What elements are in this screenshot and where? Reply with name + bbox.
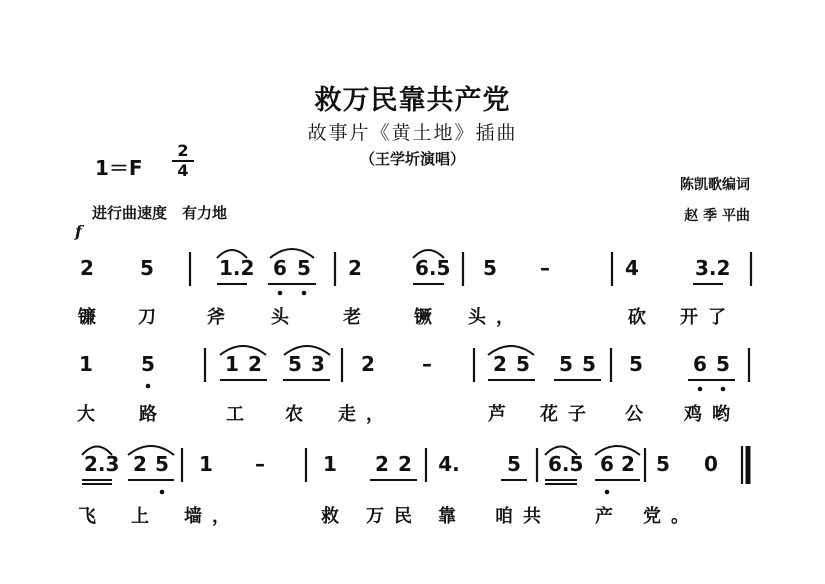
- note: 4.: [438, 452, 460, 476]
- note: 1: [199, 452, 213, 476]
- lyric-syllable: 大: [77, 404, 95, 425]
- lyric-syllable: 上: [131, 506, 149, 527]
- lyric-syllable: 芦: [488, 404, 506, 425]
- slur: [82, 447, 112, 456]
- slur: [128, 446, 174, 455]
- time-signature-numerator: 2: [177, 141, 189, 160]
- note: 2: [493, 352, 507, 376]
- low-octave-dot: [146, 384, 151, 389]
- note: 5: [516, 352, 530, 376]
- lyric-syllable: 农: [285, 404, 303, 425]
- note: 2: [348, 256, 362, 280]
- note: –: [422, 352, 432, 376]
- note: 2: [248, 352, 262, 376]
- note: 5: [582, 352, 596, 376]
- note: 5: [507, 452, 521, 476]
- note: 6.5: [415, 256, 451, 280]
- note: 2.3: [84, 452, 120, 476]
- lyric-syllable: 老: [343, 307, 361, 328]
- note: 3: [311, 352, 325, 376]
- song-title: 救万民靠共产党: [314, 85, 511, 116]
- slur: [284, 346, 330, 355]
- note: 6: [273, 256, 287, 280]
- note: 1: [79, 352, 93, 376]
- lyric-syllable: 走，: [338, 404, 394, 425]
- note: 2: [80, 256, 94, 280]
- lyric-syllable: 花子: [540, 404, 596, 425]
- lyric-syllable: 鸡哟: [684, 404, 740, 425]
- slur: [220, 346, 266, 355]
- lyric-syllable: 万民: [366, 506, 422, 527]
- note: 6.5: [548, 452, 584, 476]
- lyric-syllable: 镢: [414, 307, 432, 328]
- lyric-syllable: 产: [595, 506, 613, 527]
- note: 5: [656, 452, 670, 476]
- singer-note: （王学圻演唱）: [359, 150, 465, 168]
- lyric-syllable: 镰: [78, 307, 96, 328]
- lyric-syllable: 斧: [207, 307, 225, 328]
- note: –: [255, 452, 265, 476]
- time-signature-denominator: 4: [172, 160, 194, 179]
- note: 1: [225, 352, 239, 376]
- note: 6: [693, 352, 707, 376]
- note: 6: [600, 452, 614, 476]
- note: 2: [375, 452, 389, 476]
- note: 2: [398, 452, 412, 476]
- slur: [413, 250, 444, 258]
- note: 0: [704, 452, 718, 476]
- slur: [488, 346, 534, 355]
- note: 2: [361, 352, 375, 376]
- note: 5: [559, 352, 573, 376]
- note: 3.2: [695, 256, 731, 280]
- note: –: [540, 256, 550, 280]
- slur: [545, 447, 577, 456]
- note: 5: [629, 352, 643, 376]
- song-subtitle: 故事片《黄土地》插曲: [307, 122, 518, 144]
- lyric-syllable: 咱共: [495, 506, 551, 527]
- low-octave-dot: [721, 387, 726, 392]
- note: 5: [140, 256, 154, 280]
- lyric-syllable: 头: [271, 307, 289, 328]
- low-octave-dot: [302, 291, 307, 296]
- lyric-syllable: 党。: [643, 506, 699, 527]
- composer-credit: 赵 季 平曲: [684, 208, 750, 224]
- lyric-syllable: 飞: [78, 506, 96, 527]
- low-octave-dot: [160, 490, 165, 495]
- note: 2: [621, 452, 635, 476]
- lyric-syllable: 救: [321, 506, 339, 527]
- low-octave-dot: [278, 291, 283, 296]
- lyric-syllable: 路: [139, 404, 157, 425]
- lyric-syllable: 工: [226, 404, 244, 425]
- note: 5: [155, 452, 169, 476]
- note: 5: [288, 352, 302, 376]
- key-signature: 1＝F: [95, 156, 143, 180]
- lyric-syllable: 刀: [138, 307, 156, 328]
- note: 5: [483, 256, 497, 280]
- low-octave-dot: [698, 387, 703, 392]
- lyric-syllable: 墙，: [184, 506, 240, 527]
- note: 1.2: [219, 256, 255, 280]
- note: 2: [133, 452, 147, 476]
- dynamic-marking: f: [75, 222, 82, 241]
- note: 5: [297, 256, 311, 280]
- slur: [595, 446, 640, 455]
- low-octave-dot: [605, 490, 610, 495]
- lyric-syllable: 公: [625, 404, 643, 425]
- note: 5: [716, 352, 730, 376]
- lyric-syllable: 开了: [680, 307, 736, 328]
- lyric-syllable: 砍: [628, 307, 646, 328]
- note: 4: [625, 256, 639, 280]
- lyric-syllable: 靠: [438, 506, 456, 527]
- lyric-syllable: 头，: [468, 307, 524, 328]
- lyricist-credit: 陈凯歌编词: [680, 177, 750, 193]
- slur: [270, 249, 314, 258]
- tempo-marking: 进行曲速度 有力地: [92, 204, 228, 222]
- note: 5: [141, 352, 155, 376]
- note: 1: [323, 452, 337, 476]
- slur: [217, 250, 247, 258]
